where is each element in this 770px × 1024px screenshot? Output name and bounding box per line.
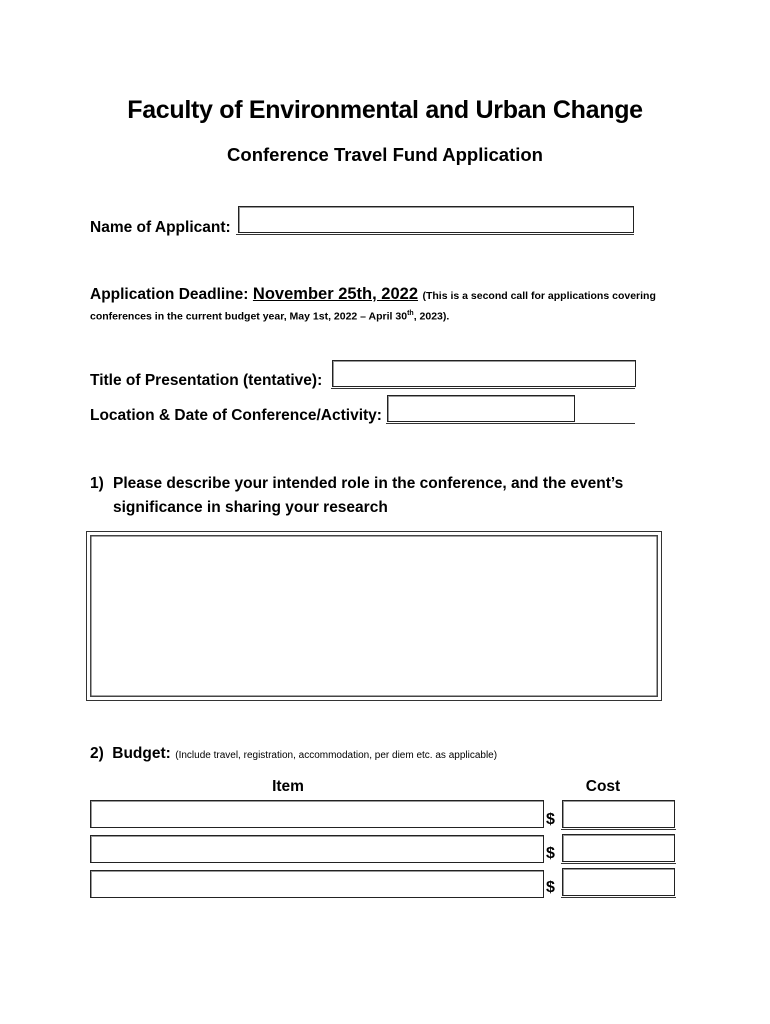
presentation-title-label: Title of Presentation (tentative): xyxy=(90,372,323,389)
location-date-label: Location & Date of Conference/Activity: xyxy=(90,407,382,424)
applicant-name-label: Name of Applicant: xyxy=(90,219,231,236)
budget-cost-underline-2 xyxy=(561,863,676,864)
budget-item-input-1[interactable] xyxy=(90,800,544,828)
question1-response-textarea[interactable] xyxy=(86,531,662,701)
deadline-note-line2 xyxy=(90,310,449,323)
deadline-line xyxy=(90,285,656,304)
deadline-date: November 25th, 2022 xyxy=(252,285,419,303)
budget-currency-2: $ xyxy=(546,845,555,862)
budget-heading xyxy=(90,745,497,763)
budget-currency-1: $ xyxy=(546,811,555,828)
deadline-note-end: , 2023). xyxy=(413,310,450,323)
question1-text-line1: Please describe your intended role in the conference, and the event’s xyxy=(113,475,624,492)
location-date-underline xyxy=(386,423,635,424)
budget-number: 2) xyxy=(90,745,104,762)
applicant-name-input[interactable] xyxy=(238,206,634,233)
budget-currency-3: $ xyxy=(546,879,555,896)
budget-item-header: Item xyxy=(272,778,304,795)
deadline-note-sup: th xyxy=(407,310,414,317)
deadline-note-line1: (This is a second call for applications covering xyxy=(422,290,656,302)
presentation-title-input[interactable] xyxy=(332,360,636,387)
form-title: Faculty of Environmental and Urban Change xyxy=(127,96,643,124)
budget-cost-underline-1 xyxy=(561,829,676,830)
budget-label: Budget: xyxy=(112,745,171,762)
budget-cost-input-1[interactable] xyxy=(562,800,675,828)
question1-text-line2: significance in sharing your research xyxy=(113,499,388,516)
presentation-title-underline xyxy=(331,388,635,389)
budget-item-input-2[interactable] xyxy=(90,835,544,863)
deadline-note-text: conferences in the current budget year, May 1st, 2022 – April 30 xyxy=(90,310,408,323)
deadline-label: Application Deadline: xyxy=(90,286,249,303)
question1-number: 1) xyxy=(90,475,104,492)
budget-cost-header: Cost xyxy=(585,778,621,795)
budget-cost-input-3[interactable] xyxy=(562,868,675,896)
location-date-input[interactable] xyxy=(387,395,575,422)
form-subtitle: Conference Travel Fund Application xyxy=(227,144,543,165)
budget-note: (Include travel, registration, accommodation, per diem etc. as applicable) xyxy=(175,750,498,761)
budget-cost-input-2[interactable] xyxy=(562,834,675,862)
budget-cost-underline-3 xyxy=(561,897,676,898)
budget-item-input-3[interactable] xyxy=(90,870,544,898)
applicant-name-underline xyxy=(236,234,634,235)
